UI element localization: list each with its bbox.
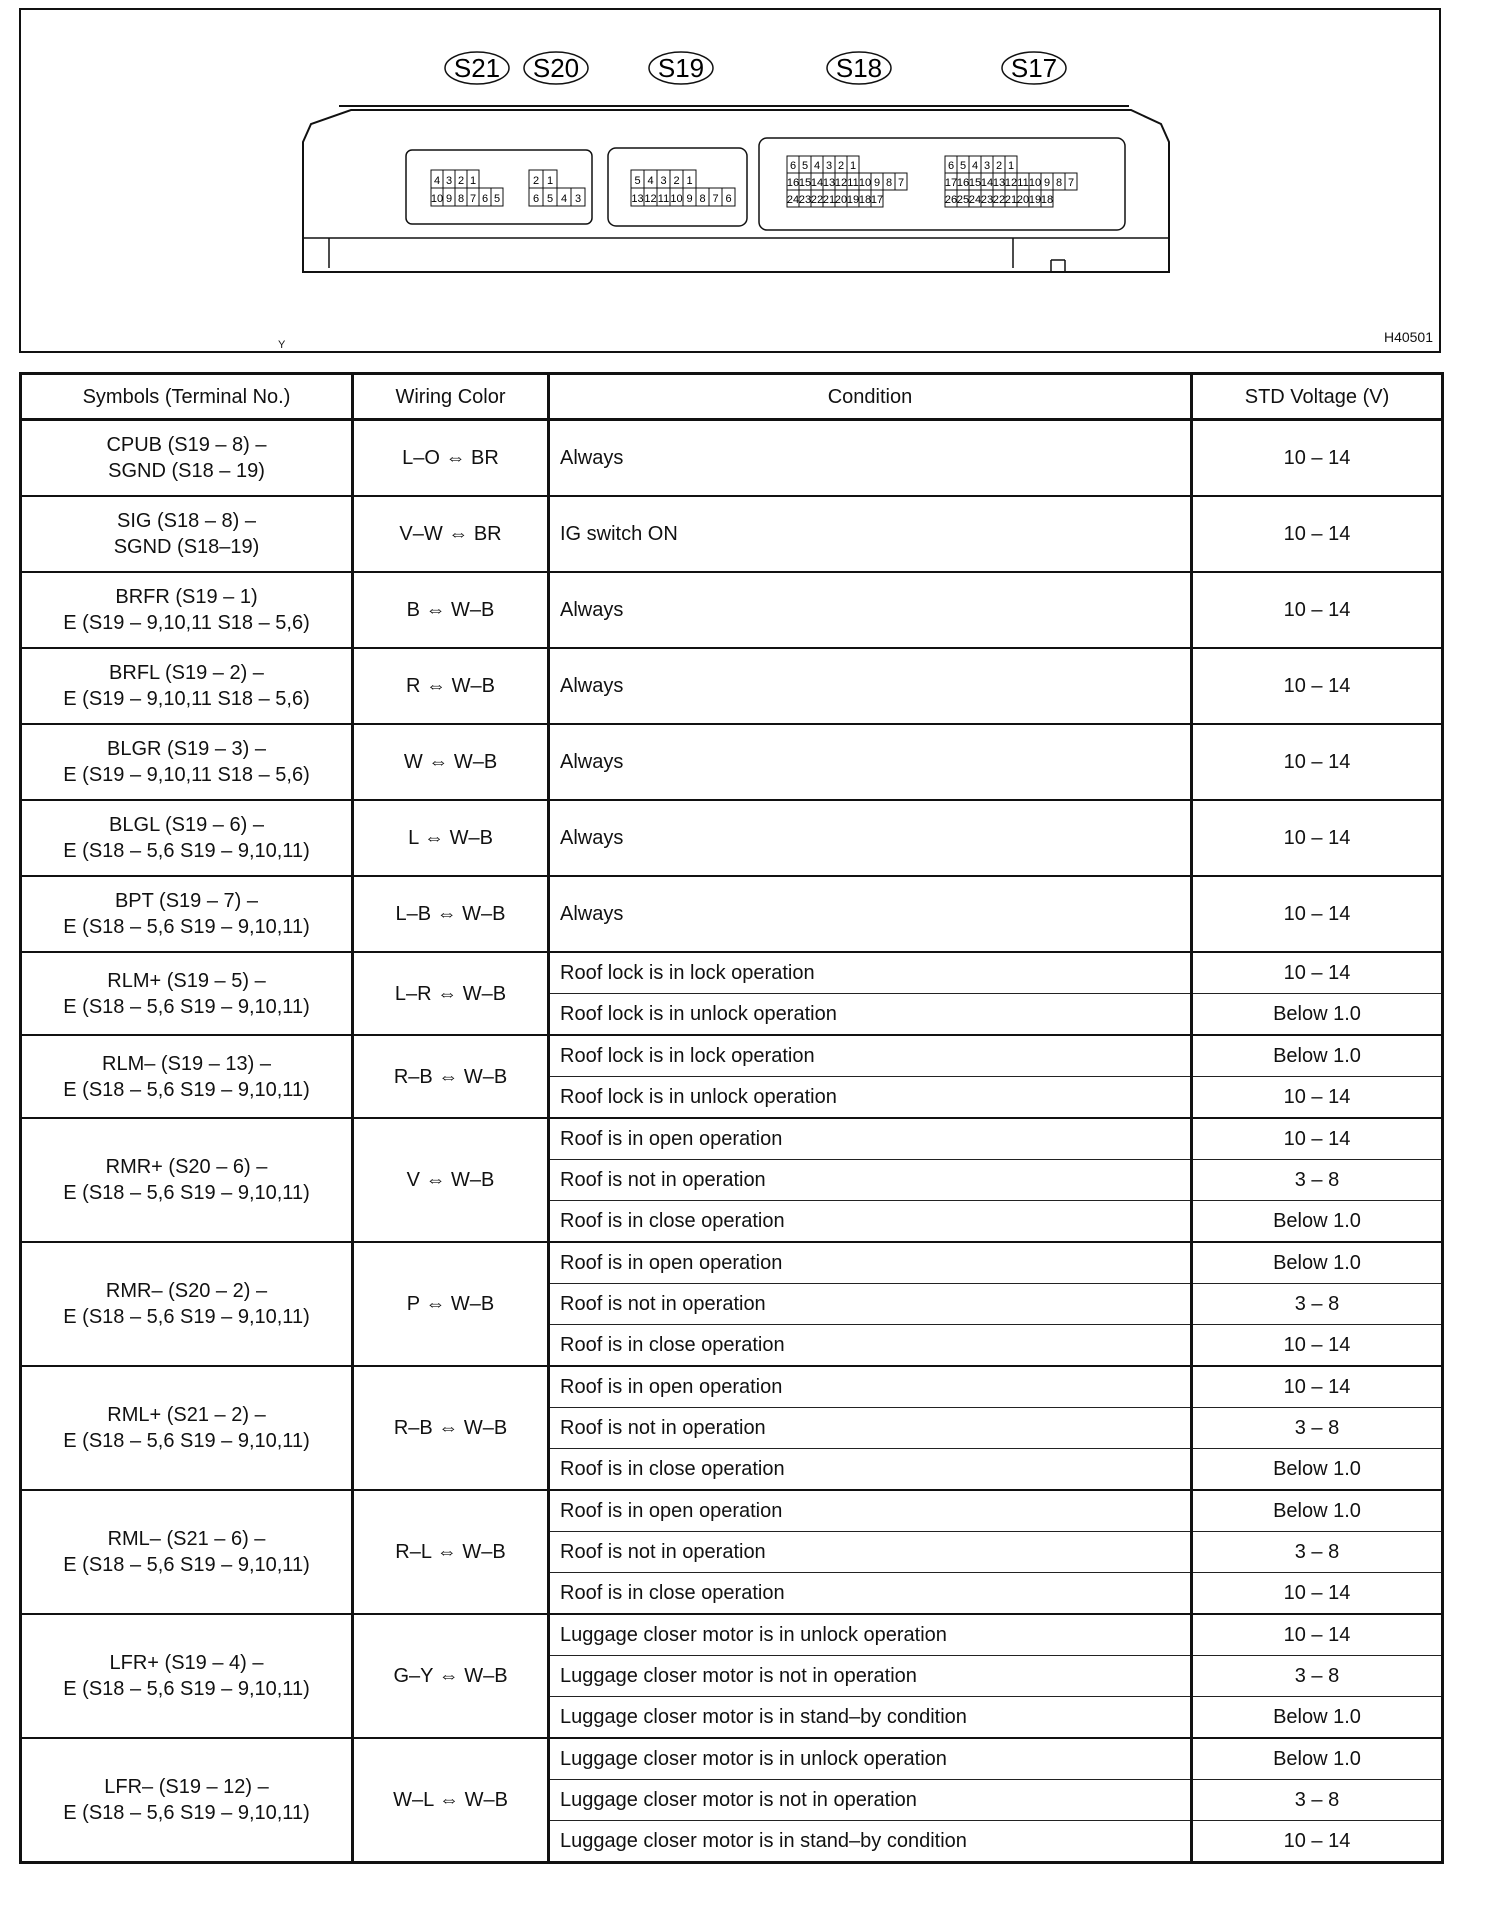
connector-label-s18	[827, 52, 891, 84]
table-row	[21, 648, 1443, 724]
svg-text:6: 6	[481, 193, 489, 205]
terminal-symbol-line2: E (S18 – 5,6 S19 – 9,10,11)	[63, 995, 310, 1018]
svg-text:13: 13	[822, 177, 836, 189]
std-voltage-cell: Below 1.0	[1192, 1490, 1443, 1532]
wiring-color-cell: L ⇔ W–B	[353, 800, 549, 876]
svg-text:7: 7	[1067, 177, 1075, 189]
terminal-group	[21, 800, 1443, 876]
terminal-symbol-line2: E (S18 – 5,6 S19 – 9,10,11)	[63, 1554, 310, 1576]
condition-cell: Always	[549, 876, 1192, 952]
svg-text:21: 21	[822, 194, 836, 206]
terminal-symbol-line1: BPT (S19 – 7) –	[114, 890, 259, 912]
std-voltage-cell: Below 1.0	[1192, 1242, 1443, 1284]
connector-pins-s18	[787, 156, 907, 207]
terminal-symbol-cell	[21, 952, 353, 1035]
wiring-color-cell: R–L ⇔ W–B	[353, 1490, 549, 1614]
svg-text:6: 6	[789, 160, 797, 172]
connector-pins-s17	[945, 156, 1077, 207]
terminal-group	[21, 496, 1443, 572]
svg-text:10: 10	[1028, 177, 1042, 189]
header-condition: Condition	[549, 374, 1192, 420]
terminal-symbol-line2: SGND (S18 – 19)	[108, 460, 265, 482]
std-voltage-cell: Below 1.0	[1192, 994, 1443, 1036]
condition-cell: Luggage closer motor is in unlock operation	[549, 1614, 1192, 1656]
std-voltage-cell: 3 – 8	[1192, 1656, 1443, 1697]
wiring-color-cell: G–Y ⇔ W–B	[353, 1614, 549, 1738]
svg-text:S21: S21	[453, 53, 501, 83]
svg-text:9: 9	[873, 177, 881, 189]
terminal-symbol-line2: E (S19 – 9,10,11 S18 – 5,6)	[63, 764, 310, 786]
svg-text:12: 12	[834, 177, 848, 189]
table-row	[21, 1614, 1443, 1656]
svg-text:25: 25	[956, 194, 970, 206]
table-header-row	[21, 374, 1443, 420]
std-voltage-cell: 10 – 14	[1192, 724, 1443, 800]
terminal-group	[21, 1118, 1443, 1242]
terminal-symbol-line2: E (S18 – 5,6 S19 – 9,10,11)	[63, 1182, 310, 1204]
terminal-symbol-cell	[21, 800, 353, 876]
condition-cell: Roof lock is in unlock operation	[549, 994, 1192, 1036]
std-voltage-cell: 3 – 8	[1192, 1532, 1443, 1573]
table-row	[21, 496, 1443, 572]
figure-code: H40501	[1383, 329, 1433, 345]
svg-text:7: 7	[712, 193, 719, 205]
svg-text:15: 15	[968, 177, 982, 189]
svg-text:1: 1	[849, 160, 857, 172]
terminal-symbol-cell	[21, 496, 353, 572]
header-std-voltage: STD Voltage (V)	[1192, 374, 1443, 420]
wiring-color-cell: R ⇔ W–B	[353, 648, 549, 724]
terminal-symbol-line2: SGND (S18–19)	[113, 536, 260, 558]
connector-label-s20	[524, 52, 588, 84]
svg-text:7: 7	[469, 193, 477, 205]
terminal-symbol-cell	[21, 420, 353, 497]
svg-text:23: 23	[980, 194, 994, 206]
wiring-color-cell: W–L ⇔ W–B	[353, 1738, 549, 1863]
terminal-symbol-cell	[21, 876, 353, 952]
condition-cell: Roof is in close operation	[549, 1573, 1192, 1615]
condition-cell: Roof is in open operation	[549, 1490, 1192, 1532]
svg-text:S19: S19	[657, 53, 705, 83]
terminal-symbol-line1: RML+ (S21 – 2) –	[107, 1404, 266, 1426]
svg-text:4: 4	[433, 175, 441, 187]
condition-cell: Roof is in open operation	[549, 1242, 1192, 1284]
terminal-symbol-line1: RLM– (S19 – 13) –	[102, 1052, 271, 1075]
svg-text:4: 4	[560, 193, 568, 205]
svg-text:2: 2	[673, 175, 680, 187]
connector-pins-s20	[529, 170, 585, 206]
svg-text:8: 8	[457, 193, 465, 205]
svg-text:17: 17	[944, 177, 958, 189]
std-voltage-cell: 3 – 8	[1192, 1160, 1443, 1201]
terminal-symbol-line2: E (S18 – 5,6 S19 – 9,10,11)	[63, 840, 310, 862]
svg-text:4: 4	[647, 175, 654, 187]
svg-text:2: 2	[837, 160, 845, 172]
std-voltage-cell: Below 1.0	[1192, 1697, 1443, 1739]
std-voltage-cell: 10 – 14	[1192, 1366, 1443, 1408]
condition-cell: Roof lock is in unlock operation	[549, 1077, 1192, 1119]
svg-text:18: 18	[858, 194, 872, 206]
connector-pins-s21	[431, 170, 503, 206]
svg-text:20: 20	[1016, 194, 1030, 206]
condition-cell: Luggage closer motor is in stand–by condition	[549, 1697, 1192, 1739]
condition-cell: Roof is not in operation	[549, 1408, 1192, 1449]
terminal-symbol-line1: LFR– (S19 – 12) –	[104, 1776, 269, 1798]
condition-cell: Roof is not in operation	[549, 1284, 1192, 1325]
std-voltage-cell: 3 – 8	[1192, 1780, 1443, 1821]
svg-text:18: 18	[1040, 194, 1054, 206]
terminal-symbol-cell	[21, 1035, 353, 1118]
condition-cell: IG switch ON	[549, 496, 1192, 572]
terminal-symbol-line2: E (S19 – 9,10,11 S18 – 5,6)	[63, 612, 310, 634]
svg-text:14: 14	[980, 177, 994, 189]
terminal-group	[21, 1490, 1443, 1614]
svg-text:1: 1	[686, 175, 693, 187]
condition-cell: Roof is in open operation	[549, 1366, 1192, 1408]
terminal-symbol-line1: BRFL (S19 – 2) –	[109, 662, 264, 684]
condition-cell: Roof is not in operation	[549, 1160, 1192, 1201]
svg-text:9: 9	[445, 193, 453, 205]
connector-diagram	[19, 8, 1441, 353]
svg-text:3: 3	[445, 175, 453, 187]
svg-text:23: 23	[798, 194, 812, 206]
svg-text:22: 22	[810, 194, 824, 206]
std-voltage-cell: 10 – 14	[1192, 1573, 1443, 1615]
condition-cell: Luggage closer motor is not in operation	[549, 1780, 1192, 1821]
table-row	[21, 800, 1443, 876]
table-row	[21, 952, 1443, 994]
connector-label-s21	[445, 52, 509, 84]
terminal-symbol-cell	[21, 1614, 353, 1738]
terminal-group	[21, 1614, 1443, 1738]
terminal-voltage-table	[19, 372, 1444, 1864]
terminal-group	[21, 648, 1443, 724]
svg-text:14: 14	[810, 177, 824, 189]
svg-text:3: 3	[574, 193, 582, 205]
svg-text:2: 2	[532, 175, 540, 187]
svg-text:5: 5	[546, 193, 554, 205]
terminal-symbol-cell	[21, 1738, 353, 1863]
table-row	[21, 1118, 1443, 1160]
svg-text:10: 10	[858, 177, 872, 189]
terminal-group	[21, 1242, 1443, 1366]
condition-cell: Luggage closer motor is in unlock operation	[549, 1738, 1192, 1780]
svg-text:4: 4	[971, 160, 979, 172]
svg-text:6: 6	[947, 160, 955, 172]
condition-cell: Always	[549, 800, 1192, 876]
std-voltage-cell: 10 – 14	[1192, 1325, 1443, 1367]
svg-text:9: 9	[1043, 177, 1051, 189]
svg-text:10: 10	[430, 193, 444, 205]
terminal-symbol-line2: E (S19 – 9,10,11 S18 – 5,6)	[63, 688, 310, 710]
terminal-symbol-line1: RMR+ (S20 – 6) –	[105, 1156, 268, 1178]
connector-label-s17	[1002, 52, 1066, 84]
terminal-group	[21, 1366, 1443, 1490]
svg-text:5: 5	[959, 160, 967, 172]
terminal-symbol-cell	[21, 648, 353, 724]
svg-text:8: 8	[1055, 177, 1063, 189]
svg-text:1: 1	[546, 175, 554, 187]
condition-cell: Luggage closer motor is not in operation	[549, 1656, 1192, 1697]
table-row	[21, 420, 1443, 497]
terminal-symbol-line1: LFR+ (S19 – 4) –	[109, 1652, 264, 1674]
terminal-symbol-cell	[21, 1490, 353, 1614]
header-wiring-color: Wiring Color	[353, 374, 549, 420]
terminal-group	[21, 572, 1443, 648]
condition-cell: Roof is in close operation	[549, 1201, 1192, 1243]
wiring-color-cell: V ⇔ W–B	[353, 1118, 549, 1242]
terminal-symbol-line2: E (S18 – 5,6 S19 – 9,10,11)	[63, 1306, 310, 1328]
table-row	[21, 876, 1443, 952]
header-symbols: Symbols (Terminal No.)	[21, 374, 353, 420]
terminal-symbol-cell	[21, 1242, 353, 1366]
std-voltage-cell: Below 1.0	[1192, 1449, 1443, 1491]
terminal-symbol-line1: BLGL (S19 – 6) –	[109, 814, 264, 836]
condition-cell: Roof is in close operation	[549, 1325, 1192, 1367]
terminal-group	[21, 952, 1443, 1035]
std-voltage-cell: 3 – 8	[1192, 1284, 1443, 1325]
svg-text:9: 9	[686, 193, 693, 205]
svg-text:22: 22	[992, 194, 1006, 206]
std-voltage-cell: Below 1.0	[1192, 1035, 1443, 1077]
std-voltage-cell: Below 1.0	[1192, 1201, 1443, 1243]
std-voltage-cell: 10 – 14	[1192, 1118, 1443, 1160]
terminal-symbol-line2: E (S18 – 5,6 S19 – 9,10,11)	[63, 1078, 310, 1101]
svg-text:2: 2	[457, 175, 465, 187]
condition-cell: Roof is not in operation	[549, 1532, 1192, 1573]
connector-pins-s19	[631, 170, 735, 206]
svg-text:4: 4	[813, 160, 821, 172]
svg-text:S17: S17	[1010, 53, 1058, 83]
terminal-group	[21, 1738, 1443, 1863]
condition-cell: Always	[549, 724, 1192, 800]
svg-text:7: 7	[897, 177, 905, 189]
wiring-color-cell: L–O ⇔ BR	[353, 420, 549, 497]
wiring-color-cell: W ⇔ W–B	[353, 724, 549, 800]
svg-text:2: 2	[995, 160, 1003, 172]
std-voltage-cell: 10 – 14	[1192, 800, 1443, 876]
std-voltage-cell: 10 – 14	[1192, 876, 1443, 952]
svg-text:3: 3	[660, 175, 667, 187]
svg-text:19: 19	[1028, 194, 1042, 206]
svg-text:12: 12	[1004, 177, 1018, 189]
std-voltage-cell: 10 – 14	[1192, 572, 1443, 648]
svg-text:12: 12	[644, 193, 657, 205]
terminal-symbol-cell	[21, 724, 353, 800]
svg-text:S18: S18	[835, 53, 883, 83]
terminal-symbol-cell	[21, 1118, 353, 1242]
svg-text:15: 15	[798, 177, 812, 189]
std-voltage-cell: 3 – 8	[1192, 1408, 1443, 1449]
std-voltage-cell: 10 – 14	[1192, 1821, 1443, 1863]
svg-text:5: 5	[801, 160, 809, 172]
svg-text:26: 26	[944, 194, 958, 206]
std-voltage-cell: 10 – 14	[1192, 648, 1443, 724]
terminal-symbol-line1: BRFR (S19 – 1)	[115, 586, 258, 608]
svg-text:19: 19	[846, 194, 860, 206]
terminal-symbol-cell	[21, 572, 353, 648]
svg-text:21: 21	[1004, 194, 1018, 206]
condition-cell: Roof is in open operation	[549, 1118, 1192, 1160]
svg-text:5: 5	[634, 175, 641, 187]
connector-label-s19	[649, 52, 713, 84]
svg-text:5: 5	[493, 193, 501, 205]
table-row	[21, 1738, 1443, 1780]
terminal-symbol-line2: E (S18 – 5,6 S19 – 9,10,11)	[63, 1430, 310, 1452]
terminal-symbol-line1: CPUB (S19 – 8) –	[106, 434, 267, 456]
condition-cell: Roof lock is in lock operation	[549, 952, 1192, 994]
condition-cell: Always	[549, 648, 1192, 724]
svg-text:24: 24	[786, 194, 800, 206]
terminal-group	[21, 876, 1443, 952]
wiring-color-cell: V–W ⇔ BR	[353, 496, 549, 572]
svg-text:16: 16	[786, 177, 800, 189]
svg-text:11: 11	[1017, 177, 1029, 189]
wiring-color-cell: L–B ⇔ W–B	[353, 876, 549, 952]
std-voltage-cell: 10 – 14	[1192, 496, 1443, 572]
terminal-symbol-line1: RLM+ (S19 – 5) –	[107, 969, 266, 992]
terminal-symbol-line1: RMR– (S20 – 2) –	[105, 1280, 268, 1302]
svg-text:17: 17	[870, 194, 884, 206]
svg-text:1: 1	[469, 175, 477, 187]
svg-text:3: 3	[825, 160, 833, 172]
std-voltage-cell: 10 – 14	[1192, 952, 1443, 994]
ecu-connector-drawing	[21, 10, 1443, 355]
terminal-symbol-cell	[21, 1366, 353, 1490]
terminal-symbol-line2: E (S18 – 5,6 S19 – 9,10,11)	[63, 1802, 310, 1824]
svg-text:24: 24	[968, 194, 982, 206]
terminal-group	[21, 420, 1443, 497]
std-voltage-cell: 10 – 14	[1192, 1614, 1443, 1656]
svg-text:11: 11	[657, 193, 670, 205]
std-voltage-cell: 10 – 14	[1192, 420, 1443, 497]
terminal-symbol-line1: RML– (S21 – 6) –	[107, 1528, 266, 1550]
wiring-color-cell: R–B ⇔ W–B	[353, 1366, 549, 1490]
terminal-group	[21, 1035, 1443, 1118]
svg-text:S20: S20	[532, 53, 580, 83]
svg-text:13: 13	[631, 193, 644, 205]
condition-cell: Always	[549, 572, 1192, 648]
wiring-color-cell: R–B ⇔ W–B	[353, 1035, 549, 1118]
table-row	[21, 1242, 1443, 1284]
terminal-group	[21, 724, 1443, 800]
svg-text:16: 16	[956, 177, 970, 189]
table-row	[21, 1366, 1443, 1408]
svg-text:6: 6	[532, 193, 540, 205]
svg-text:11: 11	[847, 177, 859, 189]
svg-text:8: 8	[885, 177, 893, 189]
terminal-symbol-line1: BLGR (S19 – 3) –	[107, 738, 266, 760]
svg-text:6: 6	[725, 193, 732, 205]
table-row	[21, 724, 1443, 800]
terminal-symbol-line2: E (S18 – 5,6 S19 – 9,10,11)	[63, 1678, 310, 1700]
wiring-color-cell: P ⇔ W–B	[353, 1242, 549, 1366]
svg-text:13: 13	[992, 177, 1006, 189]
svg-text:10: 10	[670, 193, 683, 205]
std-voltage-cell: 10 – 14	[1192, 1077, 1443, 1119]
table-row	[21, 1035, 1443, 1077]
condition-cell: Roof is in close operation	[549, 1449, 1192, 1491]
terminal-symbol-line1: SIG (S18 – 8) –	[117, 510, 256, 532]
figure-mark: Y	[278, 339, 286, 351]
svg-text:1: 1	[1007, 160, 1015, 172]
svg-text:8: 8	[699, 193, 706, 205]
condition-cell: Luggage closer motor is in stand–by condition	[549, 1821, 1192, 1863]
std-voltage-cell: Below 1.0	[1192, 1738, 1443, 1780]
svg-text:3: 3	[983, 160, 991, 172]
table-row	[21, 572, 1443, 648]
wiring-color-cell: B ⇔ W–B	[353, 572, 549, 648]
terminal-symbol-line2: E (S18 – 5,6 S19 – 9,10,11)	[63, 916, 310, 938]
condition-cell: Roof lock is in lock operation	[549, 1035, 1192, 1077]
svg-text:20: 20	[834, 194, 848, 206]
condition-cell: Always	[549, 420, 1192, 497]
table-row	[21, 1490, 1443, 1532]
wiring-color-cell: L–R ⇔ W–B	[353, 952, 549, 1035]
